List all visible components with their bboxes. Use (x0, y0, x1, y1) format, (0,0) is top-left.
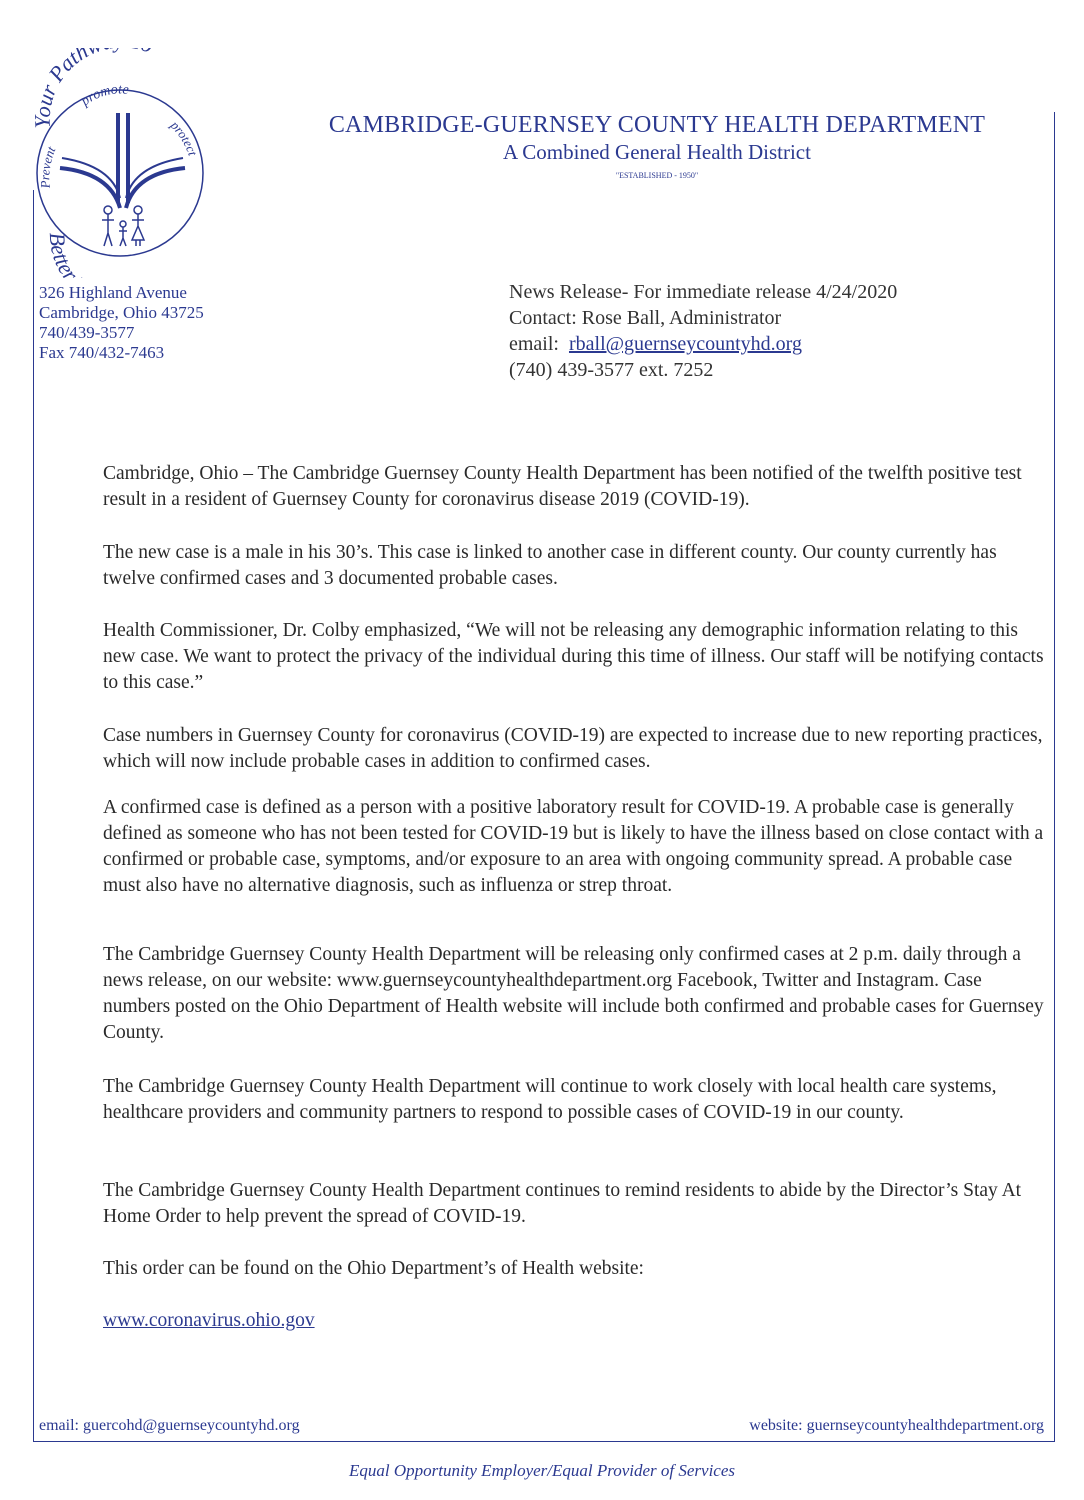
release-info (509, 279, 897, 383)
logo-prevent-text: Prevent (37, 144, 59, 190)
logo-protect-text: protect (167, 117, 201, 158)
release-email-label: email: (509, 333, 569, 355)
paragraph-6-text: The Cambridge Guernsey County Health Department will be releasing only confirmed cases at 2 p.m. daily through a news release, on our website: www.guernseycountyhealthdepartment.org Facebook, Twitter and Instagram. Case numbers posted on the Ohio Department of Health website will include both confirmed and probable cases for Guernsey County. (103, 944, 1044, 1043)
paragraph-2-text: The new case is a male in his 30’s. This case is linked to another case in different county. Our county currently has twelve confirmed cases and 3 documented probable cases. (103, 542, 997, 589)
frame-bottom-rule (33, 1441, 1055, 1442)
footer-email: email: guercohd@guernseycountyhd.org (39, 1417, 300, 1434)
release-contact: Contact: Rose Ball, Administrator (509, 307, 782, 329)
paragraph-3 (103, 618, 1048, 696)
address-street: 326 Highland Avenue (39, 283, 187, 302)
paragraph-5-text: A confirmed case is defined as a person with a positive laboratory result for COVID-19. A probable case is generally defined as someone who has not been tested for COVID-19 but is likely to have the illness based on close contact with a confirmed or probable case, symptoms, and/or exposure to an area with ongoing community spread. A probable case must also have no alternative diagnosis, such as influenza or strep throat. (103, 797, 1044, 896)
paragraph-9-text: This order can be found on the Ohio Department’s of Health website: (103, 1258, 644, 1279)
logo-seal-icon (20, 48, 220, 278)
release-phone: (740) 439-3577 ext. 7252 (509, 359, 714, 381)
organization-name: CAMBRIDGE-GUERNSEY COUNTY HEALTH DEPARTMENT (328, 112, 986, 138)
address-block (39, 283, 204, 363)
logo-promote-text: promote (78, 82, 130, 110)
paragraph-1-text: Cambridge, Ohio – The Cambridge Guernsey County Health Department has been notified of the twelfth positive test result in a resident of Guernsey County for coronavirus disease 2019 (COVID-19). (103, 463, 1022, 510)
svg-text:Better Health (45, 232, 126, 278)
equal-opportunity-statement: Equal Opportunity Employer/Equal Provider of Services (348, 1461, 736, 1480)
frame-left-rule (33, 190, 34, 1442)
logo-top-text: Your Path (29, 48, 93, 129)
paragraph-3-text: Health Commissioner, Dr. Colby emphasized, “We will not be releasing any demographic information relating to this new case. We want to protect the privacy of the individual during this time of illness. Our staff will be notifying contacts to this case.” (103, 620, 1044, 693)
frame-right-rule (1054, 112, 1055, 1442)
website-link-block (103, 1308, 1048, 1334)
paragraph-7 (103, 1074, 1048, 1126)
svg-text:promote (78, 82, 130, 109)
address-phone: 740/439-3577 (39, 323, 135, 342)
paragraph-5 (103, 795, 1048, 899)
established-note: "ESTABLISHED - 1950" (615, 171, 699, 180)
organization-subtitle: A Combined General Health District (503, 140, 811, 164)
paragraph-4 (103, 723, 1048, 775)
contact-email-link[interactable]: rball@guernseycountyhd.org (568, 333, 802, 355)
department-logo (20, 48, 220, 278)
paragraph-9 (103, 1256, 1048, 1282)
paragraph-6 (103, 942, 1048, 1046)
paragraph-2 (103, 540, 1048, 592)
footer-website: website: guernseycountyhealthdepartment.org (749, 1417, 1044, 1434)
paragraph-8-text: The Cambridge Guernsey County Health Department continues to remind residents to abide by the Director’s Stay At Home Order to help prevent the spread of COVID-19. (103, 1180, 1022, 1227)
release-email-line (509, 331, 897, 357)
address-fax: Fax 740/432-7463 (39, 343, 165, 362)
coronavirus-website-link[interactable]: www.coronavirus.ohio.gov (103, 1310, 315, 1331)
logo-bottom-text: Better (44, 231, 84, 278)
paragraph-1 (103, 461, 1048, 513)
paragraph-4-text: Case numbers in Guernsey County for coronavirus (COVID-19) are expected to increase due to new reporting practices, which will now include probable cases in addition to confirmed cases. (103, 725, 1043, 772)
paragraph-7-text: The Cambridge Guernsey County Health Department will continue to work closely with local health care systems, healthcare providers and community partners to respond to possible cases of COVID-19 in our county. (103, 1076, 997, 1123)
address-city: Cambridge, Ohio 43725 (39, 303, 204, 322)
release-date: News Release- For immediate release 4/24/2020 (509, 281, 898, 303)
paragraph-8 (103, 1178, 1048, 1230)
